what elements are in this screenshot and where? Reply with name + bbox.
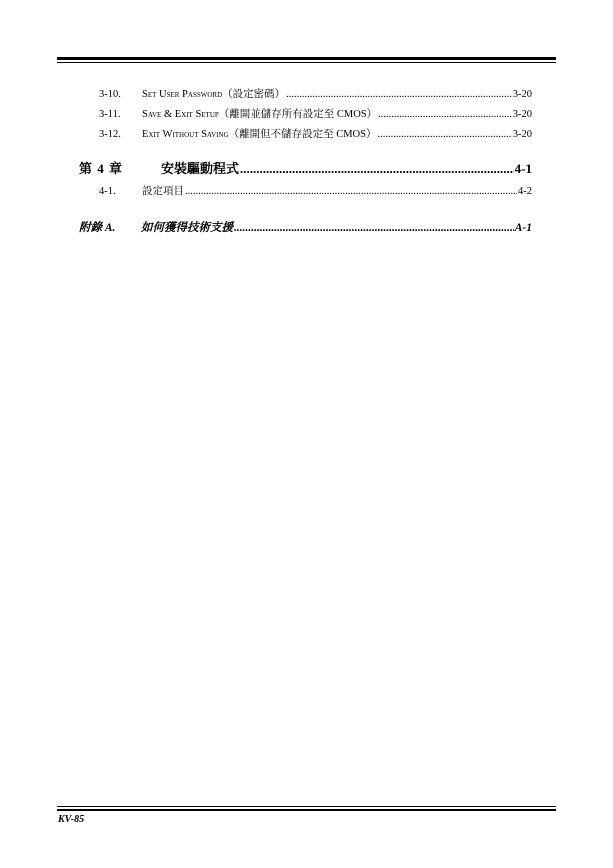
footer-rule-thin [57,806,556,807]
footer-page-label: KV-85 [58,814,85,825]
leader-dots [286,89,512,100]
appendix-number: 附錄 A. [79,222,116,234]
toc-entry-number: 3-11. [99,109,121,120]
toc-entry-title: Save & Exit Setup（離開並儲存所有設定至 CMOS） [142,109,378,120]
chapter-number: 第 4 章 [79,161,124,176]
appendix-page: A-1 [514,222,532,234]
toc-entry-page: 4-2 [518,186,532,197]
toc-chapter-4[interactable] [79,158,532,177]
toc-entry-3-11[interactable] [99,106,532,121]
leader-dots [377,129,511,140]
toc-entry-page: 3-20 [512,129,532,140]
header-rule-thin [57,62,556,63]
leader-dots [185,186,517,197]
toc-entry-title: Set User Password（設定密碼） [142,89,286,100]
leader-dots [234,222,514,234]
footer-rule-thick [57,809,556,811]
toc-entry-4-1[interactable] [99,183,532,198]
appendix-title: 如何獲得技術支援 [141,222,233,234]
toc-entry-page: 3-20 [512,109,532,120]
chapter-page: 4-1 [514,161,532,176]
chapter-title: 安裝驅動程式 [161,161,240,176]
toc-entry-3-10[interactable] [99,86,532,101]
header-rule-thick [57,57,556,60]
toc-entry-page: 3-20 [512,89,532,100]
toc-entry-number: 4-1. [99,186,116,197]
toc-appendix-a[interactable] [79,219,532,235]
toc-entry-title: Exit Without Saving（離開但不儲存設定至 CMOS） [142,129,377,140]
toc-entry-title: 設定項目 [142,186,184,197]
toc-entry-3-12[interactable] [99,126,532,141]
leader-dots [378,109,512,120]
leader-dots [240,161,514,177]
toc-entry-number: 3-10. [99,89,121,100]
toc-entry-number: 3-12. [99,129,121,140]
